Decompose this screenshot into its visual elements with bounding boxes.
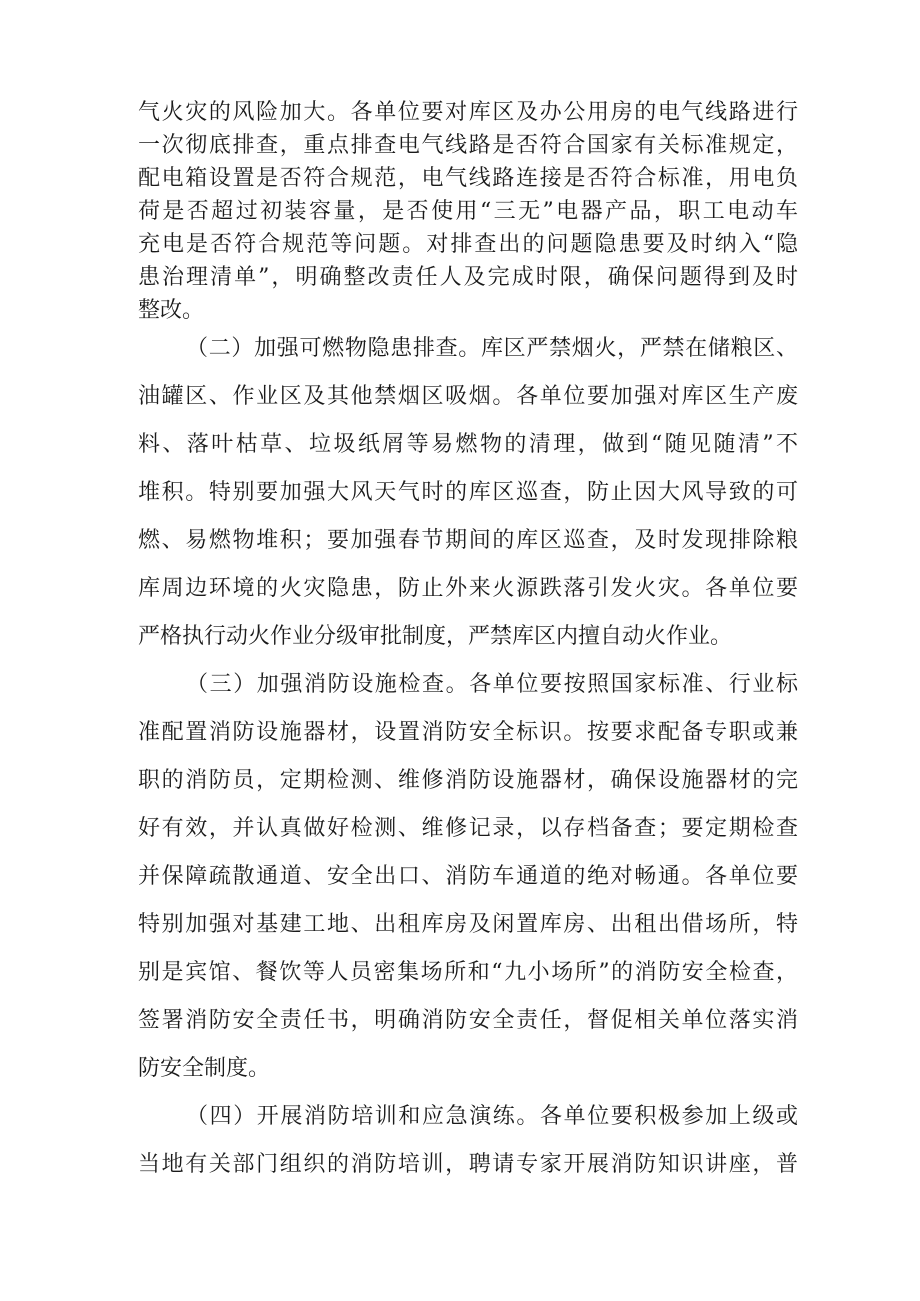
paragraph-heading-line: （二）加强可燃物隐患排查。库区严禁烟火，严禁在储粮区、 (186, 336, 798, 361)
text-line: 油罐区、作业区及其他禁烟区吸烟。各单位要加强对库区生产废 (138, 384, 798, 409)
text-line: 气火灾的风险加大。各单位要对库区及办公用房的电气线路进行 (138, 100, 798, 125)
text-line: 并保障疏散通道、安全出口、消防车通道的绝对畅通。各单位要 (138, 864, 798, 889)
text-line: 严格执行动火作业分级审批制度，严禁库区内擅自动火作业。 (138, 624, 733, 649)
text-line: 一次彻底排查，重点排查电气线路是否符合国家有关标准规定， (138, 133, 798, 158)
text-line: 整改。 (138, 298, 205, 323)
text-line: 料、落叶枯草、垃圾纸屑等易燃物的清理，做到“随见随清”不 (138, 432, 798, 457)
text-line: 库周边环境的火灾隐患，防止外来火源跌落引发火灾。各单位要 (138, 576, 798, 601)
text-line: 好有效，并认真做好检测、维修记录，以存档备查；要定期检查 (138, 816, 798, 841)
text-line: 签署消防安全责任书，明确消防安全责任，督促相关单位落实消 (138, 1008, 798, 1033)
text-line: 职的消防员，定期检测、维修消防设施器材，确保设施器材的完 (138, 768, 798, 793)
text-line: 准配置消防设施器材，设置消防安全标识。按要求配备专职或兼 (138, 720, 798, 745)
text-line: 堆积。特别要加强大风天气时的库区巡查，防止因大风导致的可 (138, 480, 798, 505)
text-line: 荷是否超过初装容量，是否使用“三无”电器产品，职工电动车 (138, 199, 798, 224)
text-line: 燃、易燃物堆积；要加强春节期间的库区巡查，及时发现排除粮 (138, 528, 798, 553)
text-line: 当地有关部门组织的消防培训，聘请专家开展消防知识讲座，普 (138, 1152, 798, 1177)
text-line: 充电是否符合规范等问题。对排查出的问题隐患要及时纳入“隐 (138, 232, 798, 257)
text-line: 患治理清单”，明确整改责任人及完成时限，确保问题得到及时 (138, 265, 798, 290)
text-line: 配电箱设置是否符合规范，电气线路连接是否符合标准，用电负 (138, 166, 798, 191)
text-line: 防安全制度。 (138, 1056, 271, 1081)
text-line: 别是宾馆、餐饮等人员密集场所和“九小场所”的消防安全检查， (138, 960, 798, 985)
paragraph-heading-line: （四）开展消防培训和应急演练。各单位要积极参加上级或 (186, 1104, 798, 1129)
paragraph-heading-line: （三）加强消防设施检查。各单位要按照国家标准、行业标 (186, 672, 798, 697)
text-line: 特别加强对基建工地、出租库房及闲置库房、出租出借场所，特 (138, 912, 798, 937)
